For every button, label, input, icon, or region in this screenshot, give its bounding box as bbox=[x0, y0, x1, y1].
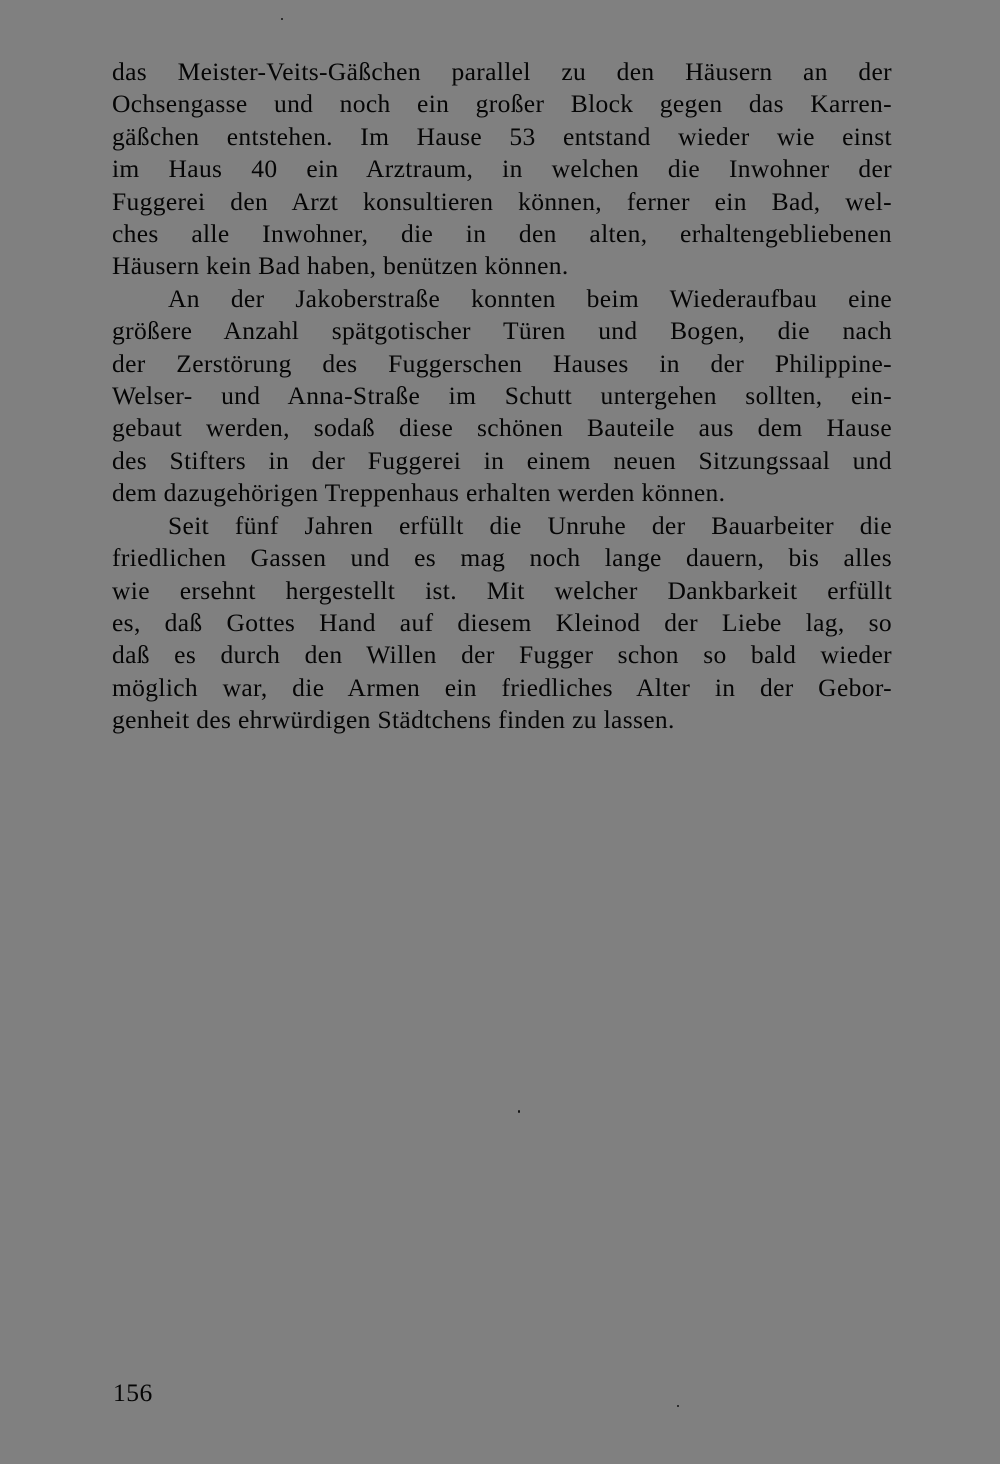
text-line: möglich war, die Armen ein friedliches Alter in der Gebor- bbox=[112, 672, 892, 702]
scan-speck bbox=[281, 18, 283, 20]
text-line: gäßchen entstehen. Im Hause 53 entstand wieder wie einst bbox=[112, 121, 892, 151]
text-line: größere Anzahl spätgotischer Türen und Bogen, die nach bbox=[112, 316, 892, 346]
text-line: Häusern kein Bad haben, benützen können. bbox=[112, 251, 569, 281]
page-number: 156 bbox=[113, 1378, 153, 1407]
text-line: Seit fünf Jahren erfüllt die Unruhe der Bauarbeiter die bbox=[168, 510, 892, 540]
text-line: Welser- und Anna-Straße im Schutt untergehen sollten, ein- bbox=[112, 381, 892, 411]
text-line: das Meister-Veits-Gäßchen parallel zu den Häusern an der bbox=[112, 57, 892, 86]
text-line: gebaut werden, sodaß diese schönen Bauteile aus dem Hause bbox=[112, 413, 892, 443]
text-line: Fuggerei den Arzt konsultieren können, ferner ein Bad, wel- bbox=[112, 186, 892, 216]
text-line: An der Jakoberstraße konnten beim Wiederaufbau eine bbox=[168, 283, 892, 313]
body-text bbox=[112, 56, 892, 737]
text-line: wie ersehnt hergestellt ist. Mit welcher Dankbarkeit erfüllt bbox=[112, 575, 892, 605]
scan-speck bbox=[677, 1405, 679, 1407]
text-line: ches alle Inwohner, die in den alten, erhaltengebliebenen bbox=[112, 219, 892, 249]
text-line: dem dazugehörigen Treppenhaus erhalten werden können. bbox=[112, 478, 726, 508]
text-line: im Haus 40 ein Arztraum, in welchen die Inwohner der bbox=[112, 154, 892, 184]
text-line: es, daß Gottes Hand auf diesem Kleinod der Liebe lag, so bbox=[112, 607, 892, 637]
text-line: Ochsengasse und noch ein großer Block gegen das Karren- bbox=[112, 89, 892, 119]
text-line: friedlichen Gassen und es mag noch lange dauern, bis alles bbox=[112, 543, 892, 573]
text-line: des Stifters in der Fuggerei in einem neuen Sitzungssaal und bbox=[112, 445, 892, 475]
text-line: genheit des ehrwürdigen Städtchens finden zu lassen. bbox=[112, 705, 675, 735]
text-line: der Zerstörung des Fuggerschen Hauses in der Philippine- bbox=[112, 348, 892, 378]
scan-speck bbox=[518, 1110, 520, 1113]
text-line: daß es durch den Willen der Fugger schon so bald wieder bbox=[112, 640, 892, 670]
